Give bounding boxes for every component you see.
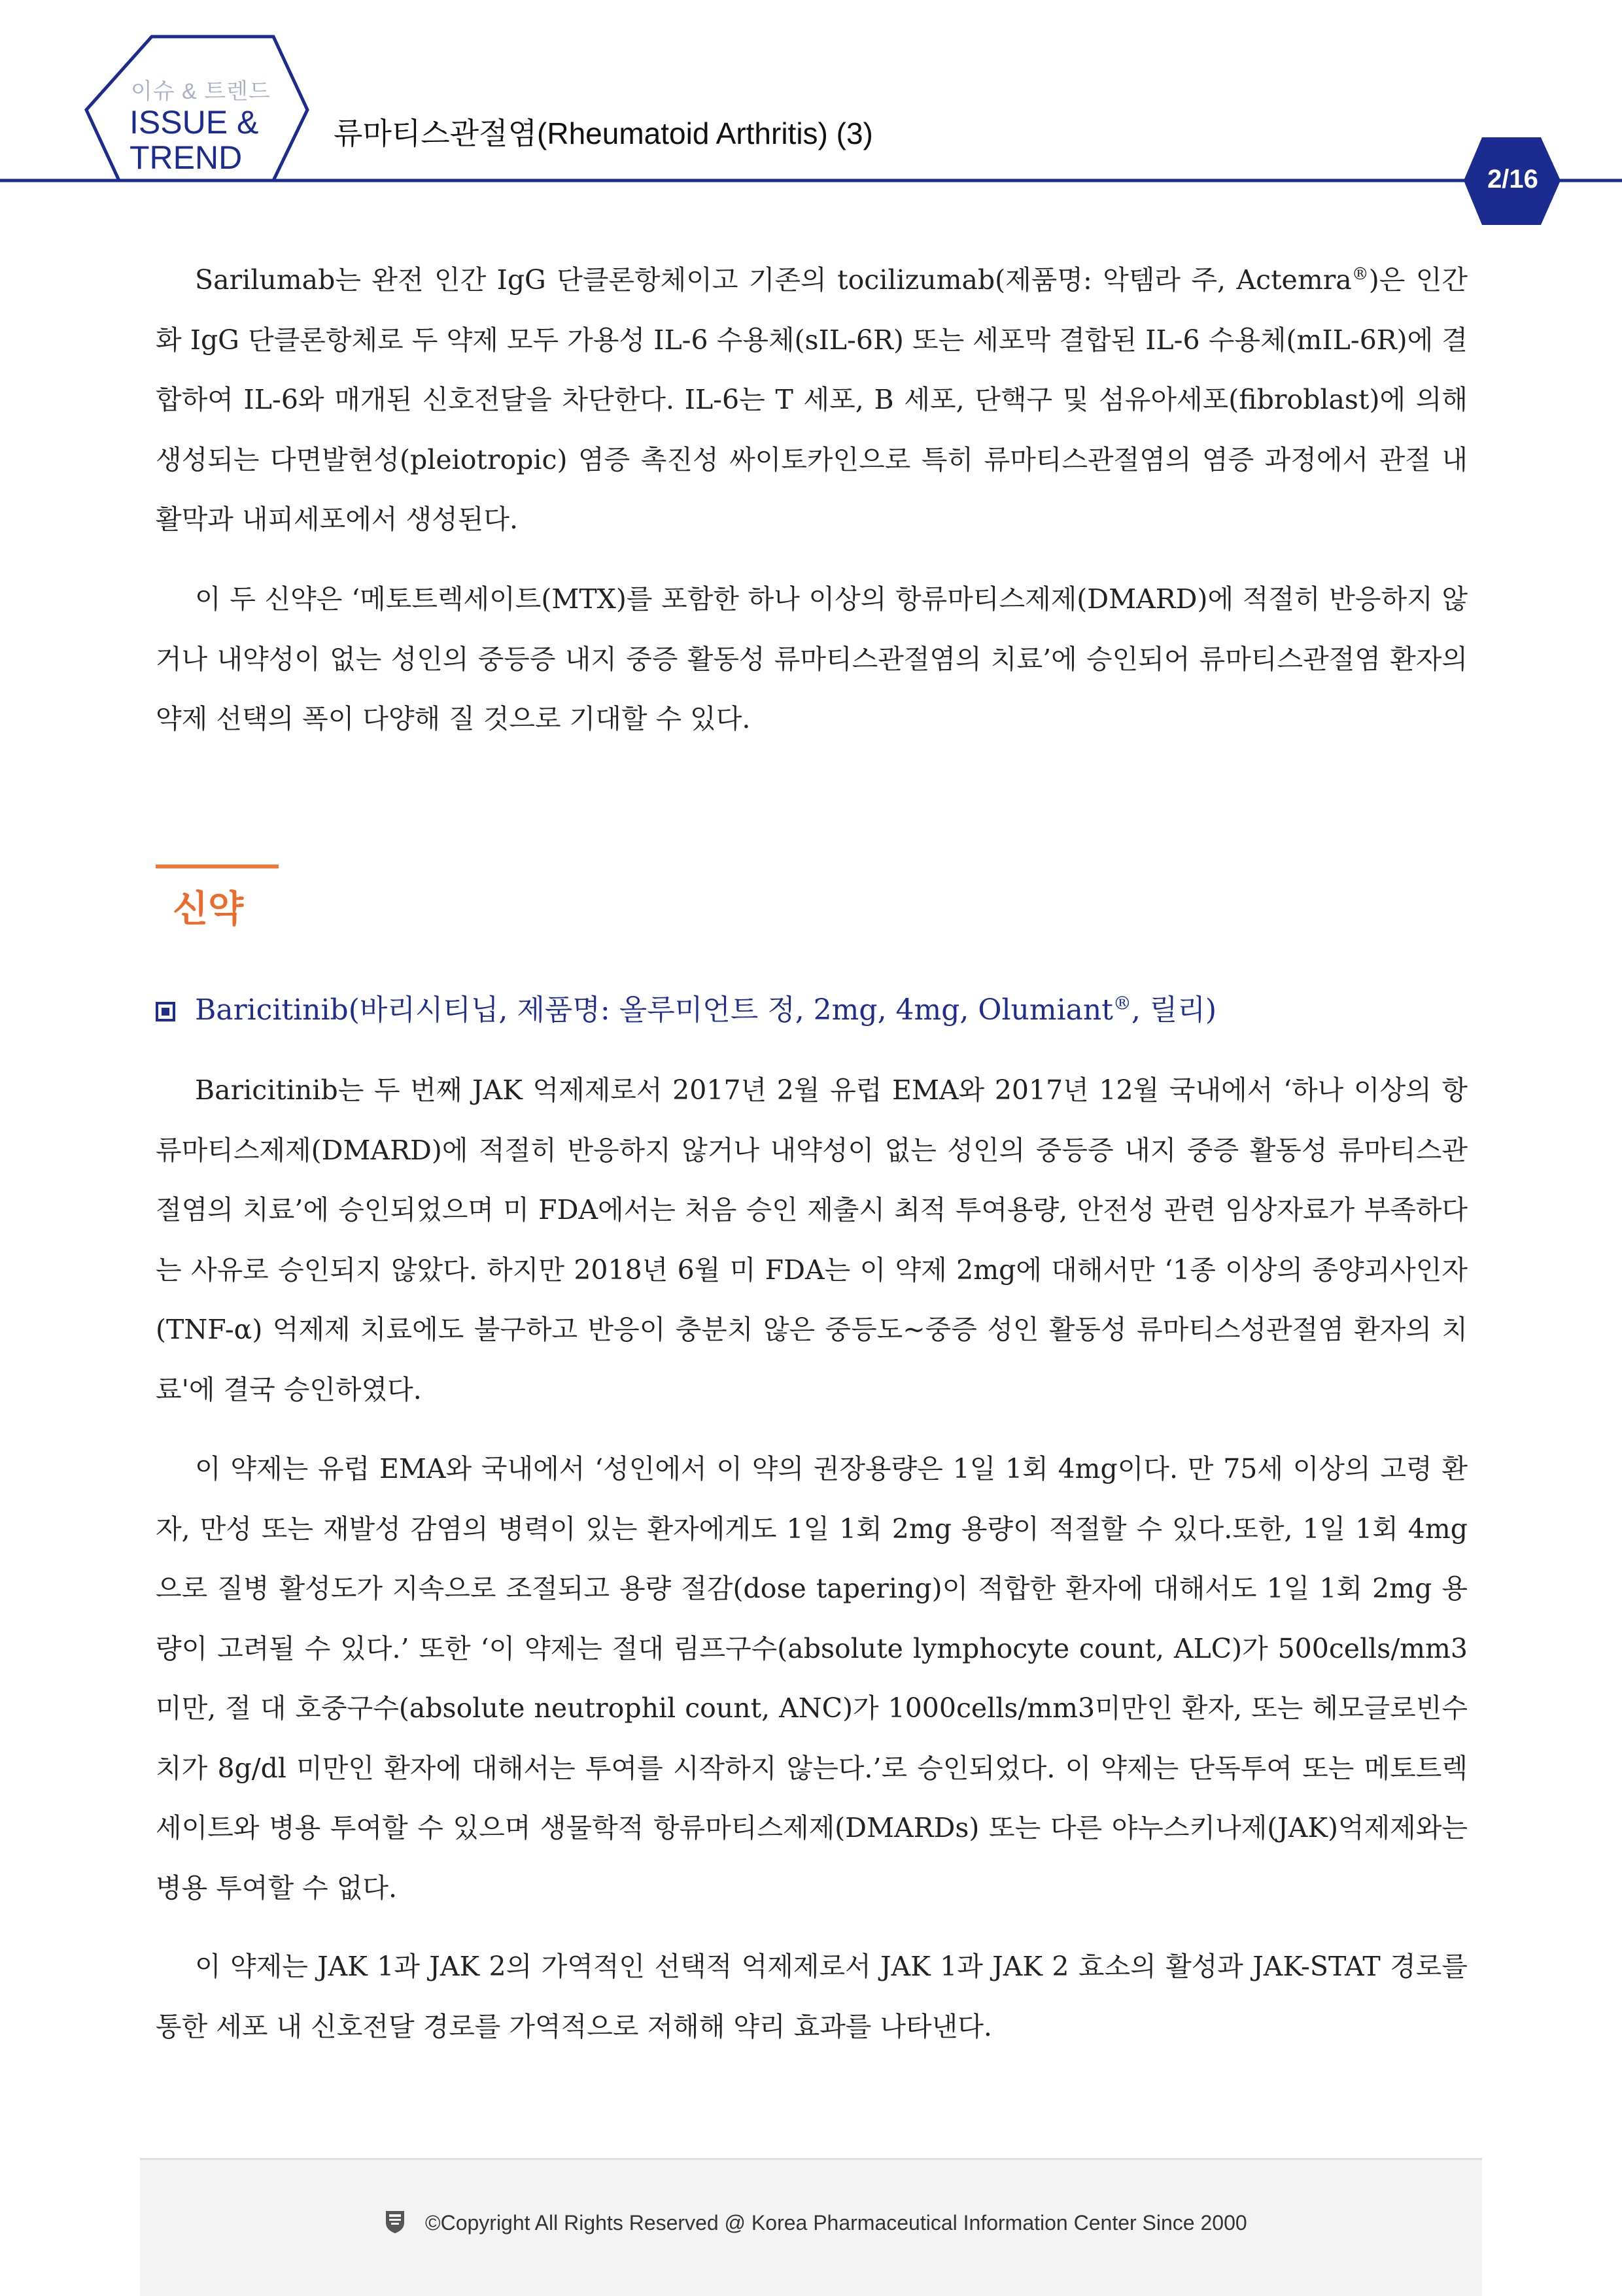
- square-bullet-icon: [156, 1002, 175, 1021]
- drug-heading-text: , 릴리): [1131, 993, 1217, 1027]
- paragraph-sarilumab: [156, 250, 1468, 550]
- section-title: 신약: [173, 888, 244, 929]
- paragraph-baricitinib-approval: Baricitinib는 두 번째 JAK 억제제로서 2017년 2월 유럽 EMA와 2017년 12월 국내에서 ‘하나 이상의 항류마티스제제(DMARD)에 적절히 반응하지 않거나 내약성이 없는 성인의 중등증 내지 중증 활동성 류마티스관절염의 치료’에 승인되었으며 미 FDA에서는 처음 승인 제출시 최적 투여용량, 안전성 관련 임상자료가 부족하다는 사유로 승인되지 않았다. 하지만 2018년 6월 미 FDA는 이 약제 2mg에 대해서만 ‘1종 이상의 종양괴사인자(TNF-α) 억제제 치료에도 불구하고 반응이 충분치 않은 중등도~중증 성인 활동성 류마티스성관절염 환자의 치료'에 결국 승인하였다.: [156, 1074, 1468, 1405]
- drug-heading-text: Baricitinib(바리시티닙, 제품명: 올루미언트 정, 2mg, 4mg, Olumiant: [195, 993, 1113, 1027]
- page-number: 2/16: [1487, 165, 1538, 194]
- brand-line-2: TREND: [129, 139, 243, 176]
- kpic-logo-icon: [382, 2208, 408, 2235]
- paragraph-mechanism: 이 약제는 JAK 1과 JAK 2의 가역적인 선택적 억제제로서 JAK 1과 JAK 2 효소의 활성과 JAK-STAT 경로를 통한 세포 내 신호전달 경로를 가역적으로 저해해 약리 효과를 나타낸다.: [156, 1951, 1468, 2042]
- drug-heading: [156, 986, 1216, 1028]
- brand-line-1: ISSUE &: [129, 104, 259, 141]
- header-brand: [129, 105, 258, 175]
- footer: [140, 2158, 1482, 2296]
- paragraph-text: Sarilumab는 완전 인간 IgG 단클론항체이고 기존의 tocilizumab(제품명: 악템라 주, Actemra: [195, 264, 1352, 296]
- paragraph-approval: 이 두 신약은 ‘메토트렉세이트(MTX)를 포함한 하나 이상의 항류마티스제제(DMARD)에 적절히 반응하지 않거나 내약성이 없는 성인의 중등증 내지 중증 활동성 류마티스관절염의 치료’에 승인되어 류마티스관절염 환자의 약제 선택의 폭이 다양해 질 것으로 기대할 수 있다.: [156, 583, 1468, 734]
- registered-mark: ®: [1351, 264, 1369, 284]
- header-title: 류마티스관절염(Rheumatoid Arthritis) (3): [334, 116, 873, 150]
- paragraph-dosage: 이 약제는 유럽 EMA와 국내에서 ‘성인에서 이 약의 권장용량은 1일 1회 4mg이다. 만 75세 이상의 고령 환자, 만성 또는 재발성 감염의 병력이 있는 환자에게도 1일 1회 2mg 용량이 적절할 수 있다.또한, 1일 1회 4mg으로 질병 활성도가 지속으로 조절되고 용량 절감(dose tapering)이 적합한 환자에 대해서도 1일 1회 2mg 용량이 고려될 수 있다.’ 또한 ‘이 약제는 절대 림프구수(absolute lymphocyte count, ALC)가 500cells/mm3 미만, 절 대 호중구수(absolute neutrophil count, ANC)가 1000cells/mm3미만인 환자, 또는 헤모글로빈수치가 8g/dl 미만인 환자에 대해서는 투여를 시작하지 않는다.’로 승인되었다. 이 약제는 단독투여 또는 메토트렉세이트와 병용 투여할 수 있으며 생물학적 항류마티스제제(DMARDs) 또는 다른 야누스키나제(JAK)억제제와는 병용 투여할 수 없다.: [156, 1453, 1468, 1904]
- footer-copyright: ©Copyright All Rights Reserved @ Korea Pharmaceutical Information Center Since 2000: [425, 2211, 1247, 2235]
- section-accent-bar: [156, 865, 279, 868]
- paragraph-text: )은 인간화 IgG 단클론항체로 두 약제 모두 가용성 IL-6 수용체(sIL-6R) 또는 세포막 결합된 IL-6 수용체(mIL-6R)에 결합하여 IL-6와 매개된 신호전달을 차단한다. IL-6는 T 세포, B 세포, 단핵구 및 섬유아세포(fibroblast)에 의해 생성되는 다면발현성(pleiotropic) 염증 촉진성 싸이토카인으로 특히 류마티스관절염의 염증 과정에서 관절 내 활막과 내피세포에서 생성된다.: [156, 264, 1468, 535]
- header-kicker: 이슈 & 트렌드: [131, 79, 271, 104]
- registered-mark: ®: [1113, 992, 1131, 1014]
